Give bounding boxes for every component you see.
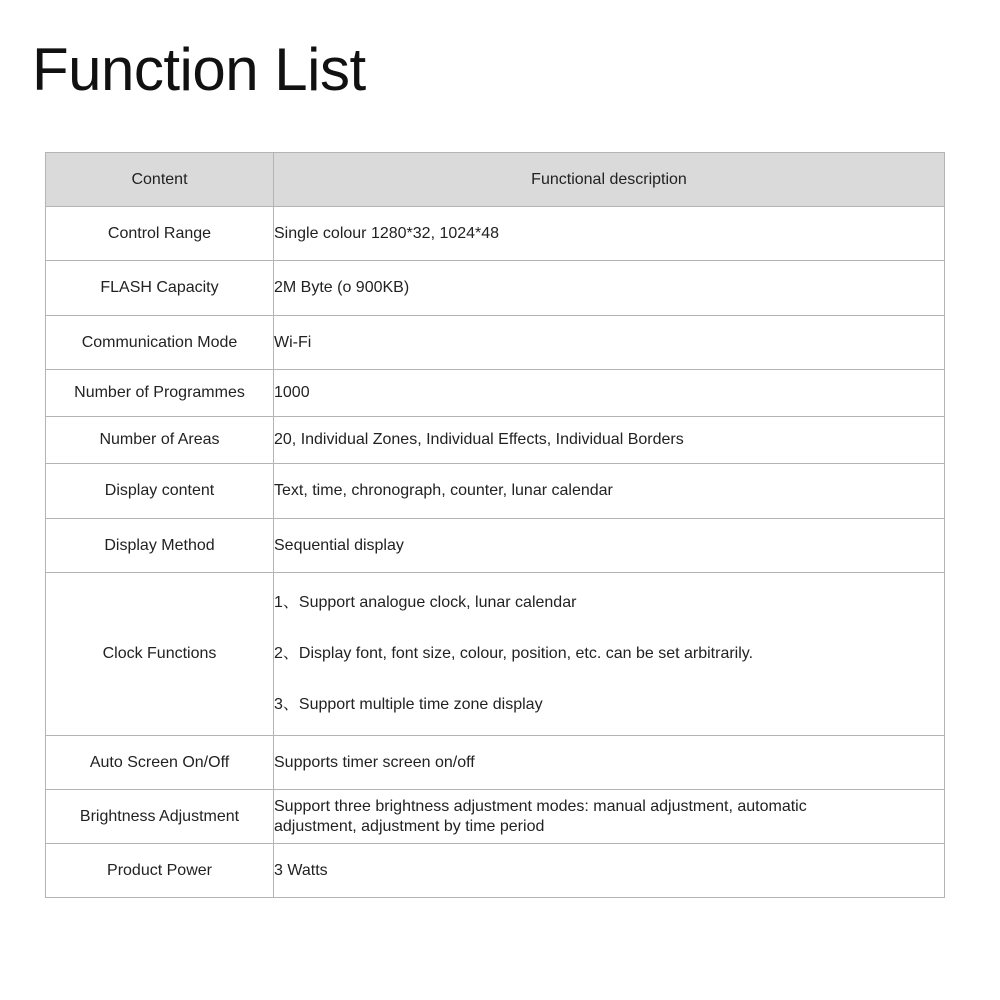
row-description bbox=[274, 844, 945, 898]
table-row bbox=[46, 207, 945, 261]
row-description bbox=[274, 261, 945, 316]
table-row bbox=[46, 844, 945, 898]
row-description bbox=[274, 207, 945, 261]
table-row bbox=[46, 790, 945, 844]
row-label: FLASH Capacity bbox=[46, 261, 274, 316]
row-label: Auto Screen On/Off bbox=[46, 736, 274, 790]
description-line: 3、Support multiple time zone display bbox=[274, 696, 543, 713]
row-description bbox=[274, 464, 945, 519]
row-description bbox=[274, 417, 945, 464]
row-label: Display Method bbox=[46, 519, 274, 573]
page-title: Function List bbox=[32, 36, 366, 103]
row-label: Clock Functions bbox=[46, 573, 274, 736]
row-description bbox=[274, 736, 945, 790]
row-description bbox=[274, 790, 945, 844]
description-line: 1000 bbox=[274, 384, 310, 401]
table-row bbox=[46, 573, 945, 736]
description-line: Supports timer screen on/off bbox=[274, 753, 475, 771]
table-row bbox=[46, 736, 945, 790]
row-label: Brightness Adjustment bbox=[46, 790, 274, 844]
function-list-table bbox=[45, 152, 945, 898]
description-line: Single colour 1280*32, 1024*48 bbox=[274, 224, 500, 242]
table-row bbox=[46, 417, 945, 464]
row-label: Communication Mode bbox=[46, 316, 274, 370]
table-row bbox=[46, 261, 945, 316]
description-line: Support three brightness adjustment modes: manual adjustment, automatic bbox=[274, 797, 807, 815]
description-line: Wi-Fi bbox=[274, 333, 312, 351]
row-label: Number of Programmes bbox=[46, 370, 274, 417]
header-content: Content bbox=[46, 153, 274, 207]
table-row bbox=[46, 370, 945, 417]
table-row bbox=[46, 464, 945, 519]
description-line: 20, Individual Zones, Individual Effects, Individual Borders bbox=[274, 431, 684, 448]
description-line: Sequential display bbox=[274, 536, 404, 554]
row-label: Product Power bbox=[46, 844, 274, 898]
row-label: Number of Areas bbox=[46, 417, 274, 464]
row-label: Display content bbox=[46, 464, 274, 519]
table-header-row bbox=[46, 153, 945, 207]
description-line: Text, time, chronograph, counter, lunar calendar bbox=[274, 482, 613, 499]
table-row bbox=[46, 519, 945, 573]
description-line: 2M Byte (o 900KB) bbox=[274, 279, 410, 296]
table-row bbox=[46, 316, 945, 370]
row-description bbox=[274, 370, 945, 417]
description-line: 3 Watts bbox=[274, 861, 328, 879]
description-line: adjustment, adjustment by time period bbox=[274, 817, 545, 835]
description-line: 2、Display font, font size, colour, position, etc. can be set arbitrarily. bbox=[274, 645, 754, 662]
description-line: 1、Support analogue clock, lunar calendar bbox=[274, 594, 577, 611]
row-label: Control Range bbox=[46, 207, 274, 261]
row-description bbox=[274, 519, 945, 573]
row-description bbox=[274, 573, 945, 736]
row-description bbox=[274, 316, 945, 370]
header-functional-description: Functional description bbox=[274, 153, 945, 207]
